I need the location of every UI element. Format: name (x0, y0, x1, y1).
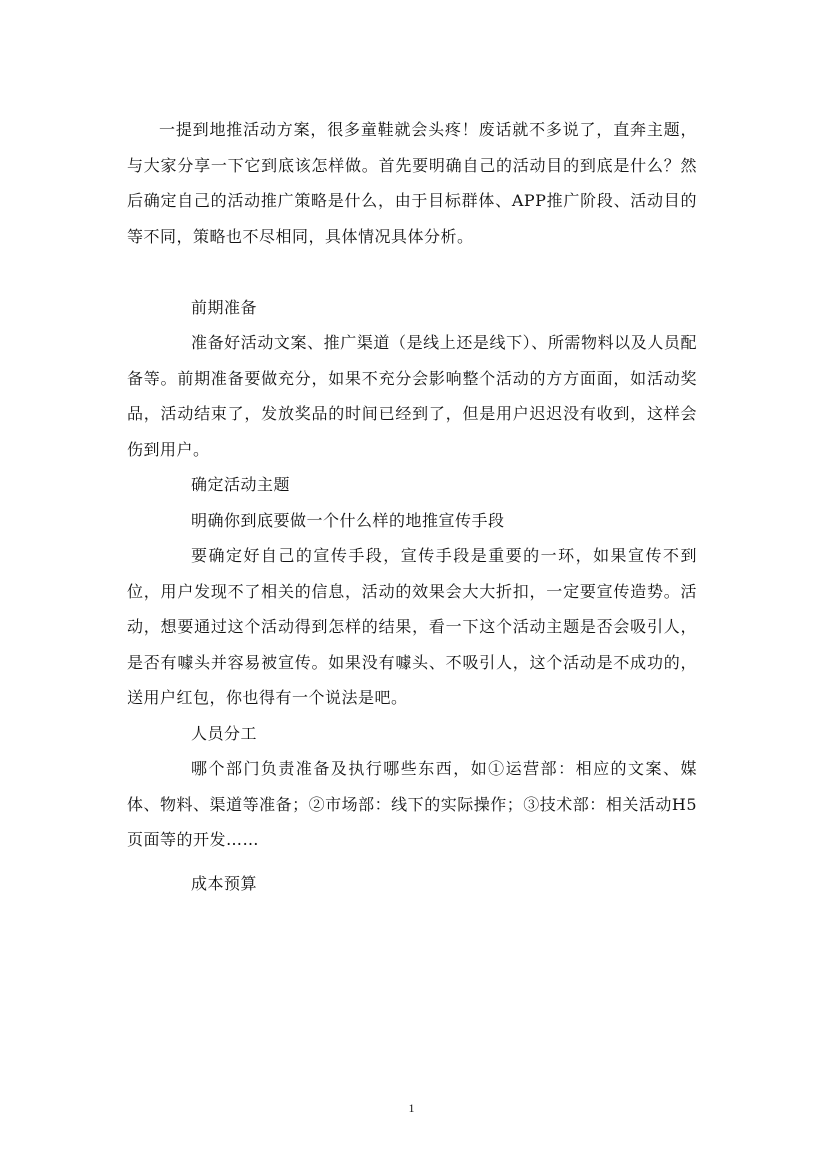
staff-paragraph: 哪个部门负责准备及执行哪些东西，如①运营部：相应的文案、媒体、物料、渠道等准备；②市场部：线下的实际操作；③技术部：相关活动H5页面等的开发…… (127, 759, 697, 849)
section-heading-budget: 成本预算 (191, 873, 258, 893)
intro-paragraph: 一提到地推活动方案，很多童鞋就会头疼！废话就不多说了，直奔主题，与大家分享一下它到底该怎样做。首先要明确自己的活动目的到底是什么？然后确定自己的活动推广策略是什么，由于目标群体、APP推广阶段、活动目的等不同，策略也不尽相同，具体情况具体分析。 (127, 120, 697, 246)
blank-line (127, 254, 697, 290)
section-heading-theme: 确定活动主题 (191, 475, 291, 494)
theme-subheading: 明确你到底要做一个什么样的地推宣传手段 (191, 510, 505, 530)
section-heading-preparation: 前期准备 (191, 297, 258, 317)
spacer (127, 858, 697, 866)
section-heading-staff: 人员分工 (191, 723, 258, 743)
page-number: 1 (408, 1101, 415, 1115)
document-body (127, 112, 697, 901)
preparation-paragraph: 准备好活动文案、推广渠道（是线上还是线下）、所需物料以及人员配备等。前期准备要做充分，如果不充分会影响整个活动的方方面面，如活动奖品，活动结束了，发放奖品的时间已经到了，但是用户迟迟没有收到，这样会伤到用户。 (127, 333, 697, 459)
theme-paragraph: 要确定好自己的宣传手段，宣传手段是重要的一环，如果宣传不到位，用户发现不了相关的信息，活动的效果会大大折扣，一定要宣传造势。活动，想要通过这个活动得到怎样的结果，看一下这个活动主题是否会吸引人，是否有噱头并容易被宣传。如果没有噱头、不吸引人，这个活动是不成功的，送用户红包，你也得有一个说法是吧。 (127, 546, 697, 707)
